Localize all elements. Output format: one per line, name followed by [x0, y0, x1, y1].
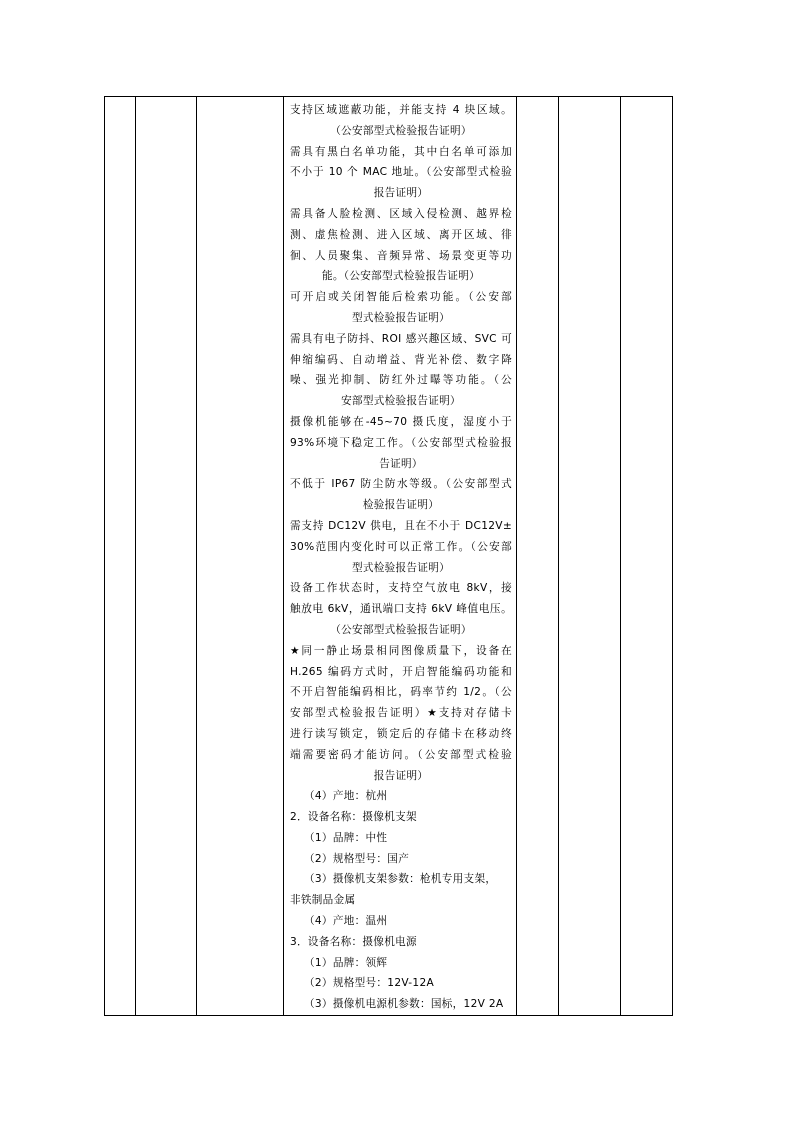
spec-line: 非铁制品金属: [290, 894, 356, 907]
spec-line: 不开启智能编码相比，码率节约 1/2。（公: [290, 686, 512, 699]
spec-line: （公安部型式检验报告证明）: [330, 124, 472, 137]
spec-line: 能。（公安部型式检验报告证明）: [321, 270, 481, 283]
model-cell: [197, 97, 284, 1016]
spec-line: （2）规格型号：12V-12A: [304, 977, 435, 990]
spec-line: 测、虚焦检测、进入区域、离开区域、徘: [290, 228, 512, 241]
table-row: [105, 97, 673, 1016]
spec-line: 30%范围内变化时可以正常工作。（公安部: [290, 540, 512, 553]
spec-line: 支持区域遮蔽功能，并能支持 4 块区域。: [290, 104, 512, 116]
spec-text: [284, 97, 516, 1015]
quantity-cell: [559, 97, 621, 1016]
spec-table: [104, 96, 673, 1016]
spec-line: 需具有黑白名单功能，其中白名单可添加: [290, 145, 512, 158]
name-cell: [136, 97, 197, 1016]
spec-line: 可开启或关闭智能后检索功能。（公安部: [290, 291, 512, 304]
spec-line: 不低于 IP67 防尘防水等级。（公安部型式: [290, 478, 512, 491]
spec-line: 不小于 10 个 MAC 地址。（公安部型式检验: [290, 166, 512, 179]
spec-line: （4）产地：杭州: [304, 790, 388, 803]
spec-line: （1）品牌：中性: [304, 831, 388, 844]
spec-line: 报告证明）: [373, 769, 429, 782]
spec-line: 徊、人员聚集、音频异常、场景变更等功: [290, 249, 512, 262]
spec-line: 93%环境下稳定工作。（公安部型式检验报: [290, 436, 512, 449]
spec-line: 需支持 DC12V 供电，且在不小于 DC12V±: [290, 519, 512, 532]
spec-line: 触放电 6kV，通讯端口支持 6kV 峰值电压。: [290, 603, 512, 616]
spec-line: 进行读写锁定，锁定后的存储卡在移动终: [290, 727, 512, 740]
spec-line: （1）品牌：领辉: [304, 956, 388, 969]
spec-line: 摄像机能够在-45~70 摄氏度，湿度小于: [290, 415, 512, 428]
spec-line: 检验报告证明）: [362, 499, 440, 512]
spec-line: ★同一静止场景相同图像质量下，设备在: [290, 644, 512, 657]
spec-line: （2）规格型号：国产: [304, 852, 410, 865]
spec-line: 噪、强光抑制、防红外过曝等功能。（公: [290, 374, 512, 387]
spec-line: （3）摄像机支架参数：枪机专用支架，: [304, 873, 497, 886]
spec-line: 安部型式检验报告证明）★支持对存储卡: [290, 707, 512, 720]
spec-line: 需具有电子防抖、ROI 感兴趣区域、SVC 可: [290, 332, 512, 345]
spec-line: 安部型式检验报告证明）: [341, 395, 461, 408]
spec-line: 型式检验报告证明）: [351, 561, 451, 574]
spec-cell: [284, 97, 517, 1016]
spec-line: 3．设备名称：摄像机电源: [290, 935, 417, 948]
spec-line: （4）产地：温州: [304, 915, 388, 928]
spec-line: 设备工作状态时，支持空气放电 8kV，接: [290, 582, 512, 595]
spec-line: 型式检验报告证明）: [351, 311, 451, 324]
spec-line: （3）摄像机电源机参数：国标，12V 2A: [304, 998, 504, 1011]
index-cell: [105, 97, 136, 1016]
spec-line: （公安部型式检验报告证明）: [330, 623, 472, 636]
spec-line: 2．设备名称：摄像机支架: [290, 811, 417, 824]
remark-cell: [621, 97, 673, 1016]
spec-line: 需具备人脸检测、区域入侵检测、越界检: [290, 207, 512, 220]
spec-line: 告证明）: [379, 457, 423, 470]
unit-cell: [517, 97, 559, 1016]
spec-line: 端需要密码才能访问。（公安部型式检验: [290, 748, 512, 761]
spec-line: H.265 编码方式时，开启智能编码功能和: [290, 665, 512, 678]
spec-line: 伸缩编码、自动增益、背光补偿、数字降: [290, 353, 512, 366]
spec-line: 报告证明）: [373, 187, 429, 200]
